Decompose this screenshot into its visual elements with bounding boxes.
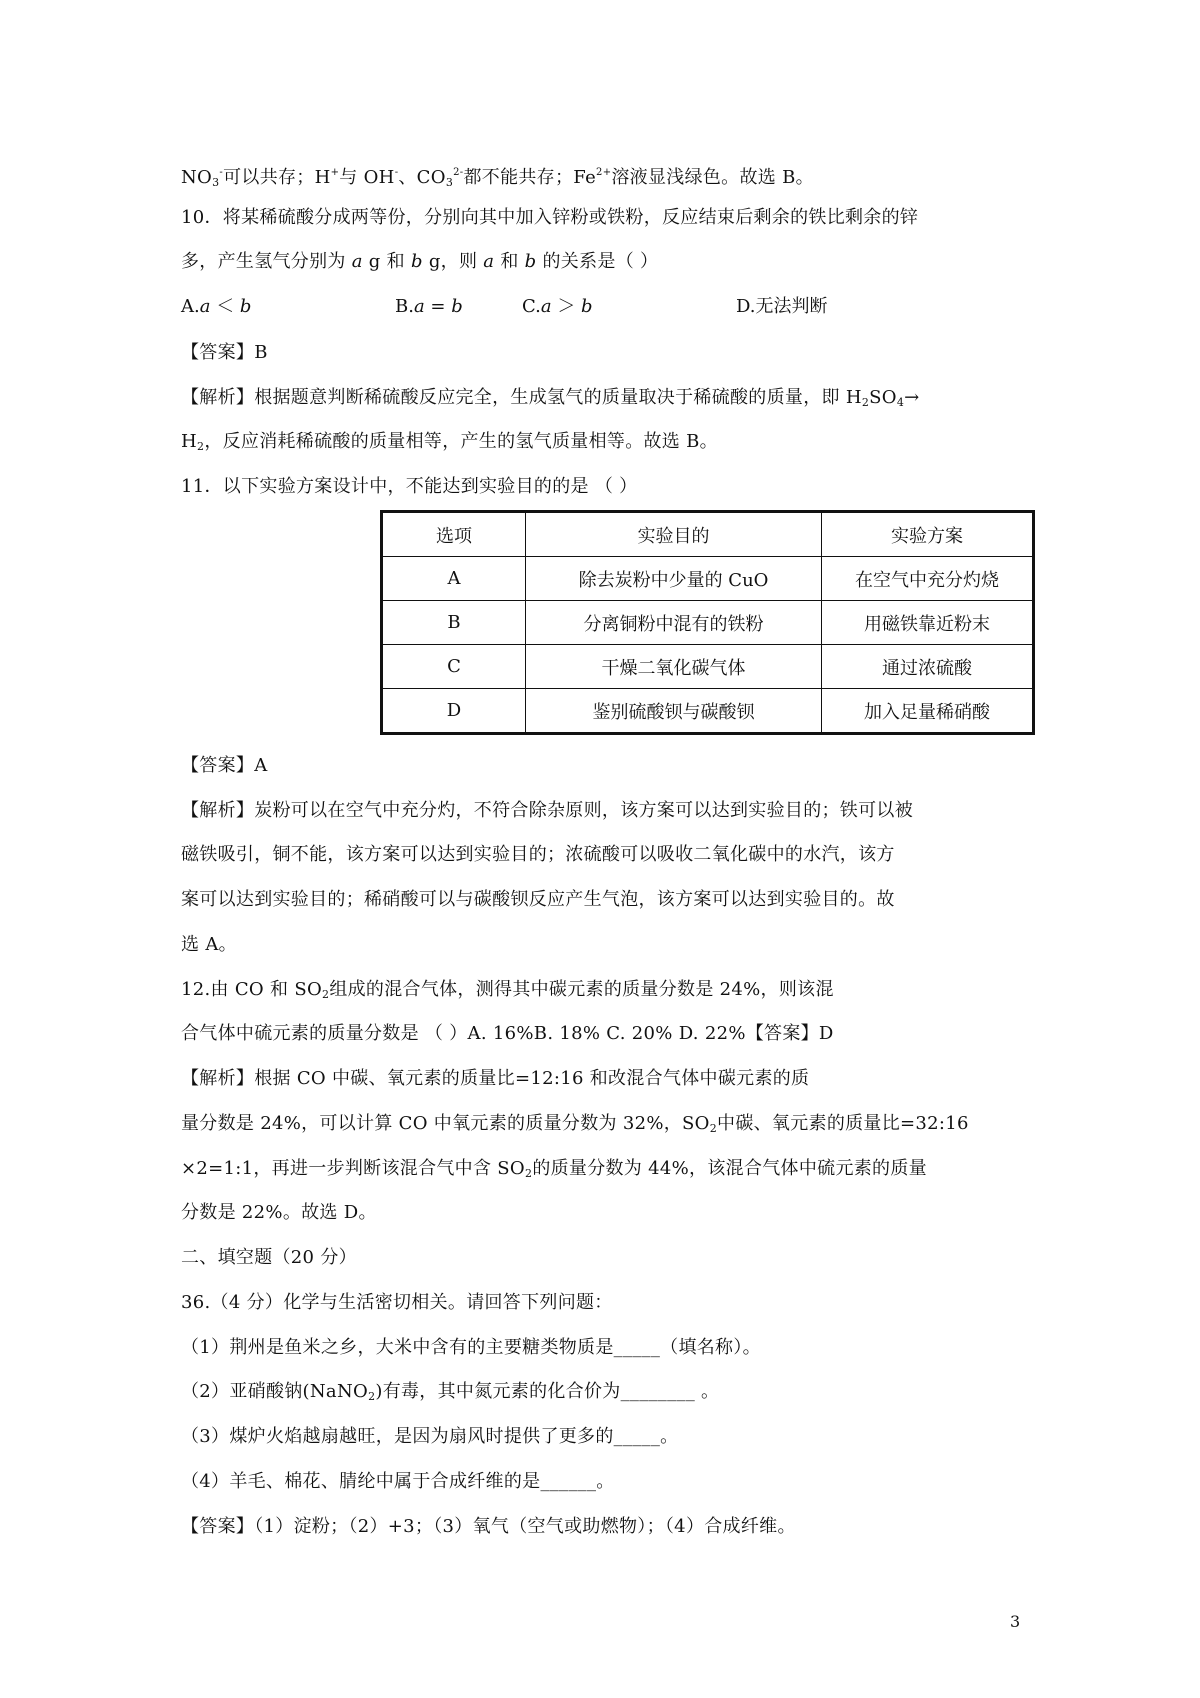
q10-option-d: D.无法判断 xyxy=(736,296,828,317)
q36-answer: 【答案】（1）淀粉；（2）+3；（3）氧气（空气或助燃物）；（4）合成纤维。 xyxy=(181,1516,796,1537)
table-cell: 在空气中充分灼烧 xyxy=(822,557,1034,601)
table-row xyxy=(382,645,1034,689)
q11-explanation-line1: 【解析】炭粉可以在空气中充分灼，不符合除杂原则，该方案可以达到实验目的；铁可以被 xyxy=(181,800,913,821)
section-heading: 二、填空题（20 分） xyxy=(181,1247,357,1268)
table-cell: 加入足量稀硝酸 xyxy=(822,689,1034,734)
q12-stem-line2: 合气体中硫元素的质量分数是 （ ）A. 16%B. 18% C. 20% D. 22%【答案】D xyxy=(181,1023,834,1044)
q36-part1: （1）荆州是鱼米之乡，大米中含有的主要糖类物质是_____（填名称）。 xyxy=(181,1337,761,1358)
q10-stem-line2: 多，产生氢气分别为 a g 和 b g，则 a 和 b 的关系是（ ） xyxy=(181,251,659,272)
experiment-table xyxy=(380,510,1035,735)
q11-explanation-line4: 选 A。 xyxy=(181,934,237,955)
table-row xyxy=(382,601,1034,645)
q9-explanation-tail: $NO_3^-$可以共存；H+与 OH-、$CO_3^{2-}$都不能共存；$Fe^{2+}$溶液显浅绿色。故选 B。 xyxy=(181,167,814,189)
q10-option-c: C.a ＞ b xyxy=(522,296,593,317)
table-header-cell: 实验目的 xyxy=(526,512,822,557)
page-number: 3 xyxy=(1010,1612,1021,1631)
table-cell: 干燥二氧化碳气体 xyxy=(526,645,822,689)
q12-explanation-line4: 分数是 22%。故选 D。 xyxy=(181,1202,377,1223)
q10-option-b: B.a = b xyxy=(395,296,463,317)
table-header-cell: 选项 xyxy=(382,512,526,557)
table-cell: 除去炭粉中少量的 CuO xyxy=(526,557,822,601)
q11-stem: 11．以下实验方案设计中，不能达到实验目的的是 （ ） xyxy=(181,476,638,497)
q12-explanation-line3: ×2=1:1，再进一步判断该混合气中含 $SO_2$的质量分数为 44%，该混合气体中硫元素的质量 xyxy=(181,1158,927,1180)
q36-stem: 36.（4 分）化学与生活密切相关。请回答下列问题： xyxy=(181,1292,613,1313)
q10-answer: 【答案】B xyxy=(181,342,268,363)
q11-answer: 【答案】A xyxy=(181,755,268,776)
table-cell: B xyxy=(382,601,526,645)
q10-stem-line1: 10．将某稀硫酸分成两等份，分别向其中加入锌粉或铁粉，反应结束后剩余的铁比剩余的锌 xyxy=(181,207,919,228)
table-cell: 鉴别硫酸钡与碳酸钡 xyxy=(526,689,822,734)
q12-stem-line1: 12.由 CO 和 $SO_2$组成的混合气体，测得其中碳元素的质量分数是 24%，则该混 xyxy=(181,979,834,1001)
table-header-row xyxy=(382,512,1034,557)
table-cell: A xyxy=(382,557,526,601)
q12-explanation-line1: 【解析】根据 CO 中碳、氧元素的质量比=12:16 和改混合气体中碳元素的质 xyxy=(181,1068,810,1089)
q11-explanation-line3: 案可以达到实验目的；稀硝酸可以与碳酸钡反应产生气泡，该方案可以达到实验目的。故 xyxy=(181,889,895,910)
table-cell: D xyxy=(382,689,526,734)
q36-part2: （2）亚硝酸钠(NaNO$_2$)有毒，其中氮元素的化合价为________ 。 xyxy=(181,1381,720,1403)
q12-explanation-line2: 量分数是 24%，可以计算 CO 中氧元素的质量分数为 32%，$SO_2$中碳、氧元素的质量比=32:16 xyxy=(181,1113,969,1135)
table-cell: 分离铜粉中混有的铁粉 xyxy=(526,601,822,645)
q11-explanation-line2: 磁铁吸引，铜不能，该方案可以达到实验目的；浓硫酸可以吸收二氧化碳中的水汽，该方 xyxy=(181,844,895,865)
q36-part4: （4）羊毛、棉花、腈纶中属于合成纤维的是______。 xyxy=(181,1471,615,1492)
q36-part3: （3）煤炉火焰越扇越旺，是因为扇风时提供了更多的_____。 xyxy=(181,1426,679,1447)
table-cell: C xyxy=(382,645,526,689)
q10-explanation-line1: 【解析】根据题意判断稀硫酸反应完全，生成氢气的质量取决于稀硫酸的质量，即 $H_2SO_4\to$ xyxy=(181,387,920,409)
table-row xyxy=(382,557,1034,601)
table-cell: 用磁铁靠近粉末 xyxy=(822,601,1034,645)
q10-option-a: A.a ＜ b xyxy=(181,296,252,317)
q10-explanation-line2: $H_2$，反应消耗稀硫酸的质量相等，产生的氢气质量相等。故选 B。 xyxy=(181,431,718,453)
table-row xyxy=(382,689,1034,734)
table-cell: 通过浓硫酸 xyxy=(822,645,1034,689)
table-header-cell: 实验方案 xyxy=(822,512,1034,557)
